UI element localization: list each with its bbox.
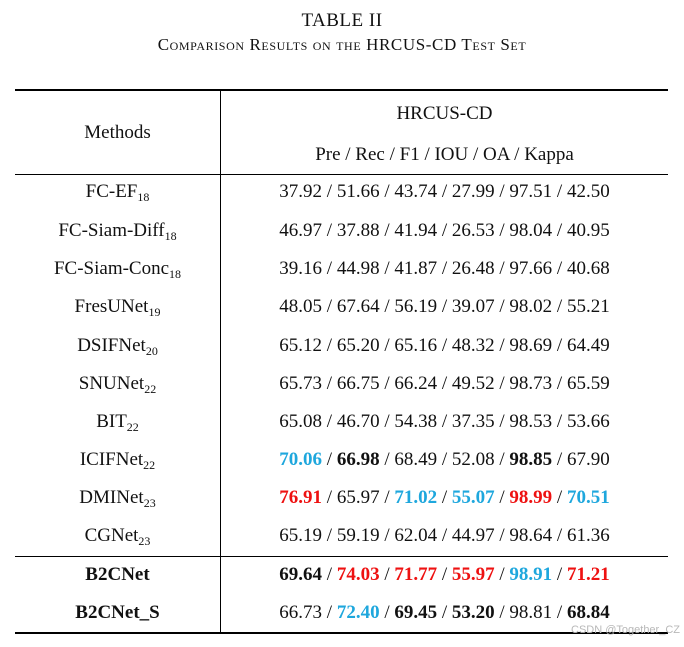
method-label: FC-Siam-Conc	[53, 258, 170, 279]
top-rule	[15, 89, 668, 91]
metric-value: 68.49	[394, 449, 438, 470]
method-year: 22	[126, 420, 139, 434]
metric-value: 51.66	[336, 181, 380, 202]
metric-value: 98.53	[509, 411, 553, 432]
method-label: ICIFNet	[79, 449, 144, 470]
metric-value: 53.20	[451, 602, 495, 623]
metric-values: 48.05 / 67.64 / 56.19 / 39.07 / 98.02 / 55.21	[279, 296, 610, 317]
metric-value: 72.40	[336, 602, 380, 623]
metric-value: 55.97	[451, 564, 495, 585]
metric-value: 43.74	[394, 181, 438, 202]
metric-value: 65.16	[394, 335, 438, 356]
metric-value: 56.19	[394, 296, 438, 317]
metric-value: 98.69	[509, 335, 553, 356]
method-label: FC-Siam-Diff	[58, 220, 165, 241]
metric-value: 53.66	[566, 411, 610, 432]
method-name	[15, 525, 220, 547]
metric-value: 69.45	[394, 602, 438, 623]
metric-value: 98.91	[509, 564, 553, 585]
metric-value: 49.52	[451, 373, 495, 394]
metric-value: 97.51	[509, 181, 553, 202]
method-year: 20	[145, 344, 158, 358]
metric-value: 98.85	[509, 449, 553, 470]
metric-value: 65.08	[279, 411, 323, 432]
metric-value: 39.07	[451, 296, 495, 317]
metric-values: 76.91 / 65.97 / 71.02 / 55.07 / 98.99 / 70.51	[279, 487, 610, 508]
metric-value: 70.06	[279, 449, 323, 470]
metrics-header: Pre / Rec / F1 / IOU / OA / Kappa	[315, 144, 574, 165]
metric-value: 71.02	[394, 487, 438, 508]
method-name	[15, 258, 220, 280]
metric-value: 40.95	[566, 220, 610, 241]
table-label: TABLE II	[301, 10, 383, 31]
method-label: FresUNet	[74, 296, 149, 317]
method-year: 19	[148, 305, 161, 319]
metric-value: 39.16	[279, 258, 323, 279]
column-divider	[220, 91, 221, 632]
metric-value: 98.81	[509, 602, 553, 623]
metric-value: 55.07	[451, 487, 495, 508]
metric-value: 76.91	[279, 487, 323, 508]
metric-values: 69.64 / 74.03 / 71.77 / 55.97 / 98.91 / 71.21	[279, 564, 610, 585]
metric-value: 98.04	[509, 220, 553, 241]
metric-value: 37.35	[451, 411, 495, 432]
method-label: CGNet	[84, 525, 139, 546]
method-year: 23	[143, 496, 156, 510]
metric-values: 46.97 / 37.88 / 41.94 / 26.53 / 98.04 / 40.95	[279, 220, 610, 241]
metric-values: 65.19 / 59.19 / 62.04 / 44.97 / 98.64 / 61.36	[279, 525, 610, 546]
method-year: 18	[169, 267, 182, 281]
metric-value: 65.59	[566, 373, 610, 394]
metric-values: 66.73 / 72.40 / 69.45 / 53.20 / 98.81 / 68.84	[279, 602, 610, 623]
method-year: 18	[137, 190, 150, 204]
method-label: B2CNet_S	[75, 602, 160, 623]
method-label: BIT	[96, 411, 127, 432]
metric-value: 98.64	[509, 525, 553, 546]
metric-value: 74.03	[336, 564, 380, 585]
watermark: CSDN @Together_CZ	[571, 624, 680, 636]
method-label: DMINet	[79, 487, 144, 508]
metric-values: 65.12 / 65.20 / 65.16 / 48.32 / 98.69 / 64.49	[279, 335, 610, 356]
metric-value: 66.73	[279, 602, 323, 623]
metric-value: 66.24	[394, 373, 438, 394]
metric-value: 69.64	[279, 564, 323, 585]
method-year: 23	[138, 534, 151, 548]
metric-value: 98.02	[509, 296, 553, 317]
metric-value: 44.97	[451, 525, 495, 546]
method-name	[15, 220, 220, 242]
metric-value: 26.48	[451, 258, 495, 279]
metric-value: 67.64	[336, 296, 380, 317]
metric-value: 65.19	[279, 525, 323, 546]
metric-value: 46.97	[279, 220, 323, 241]
metric-value: 41.87	[394, 258, 438, 279]
metric-value: 62.04	[394, 525, 438, 546]
header-rule	[15, 174, 668, 175]
metric-value: 26.53	[451, 220, 495, 241]
metric-value: 65.73	[279, 373, 323, 394]
metric-values: 39.16 / 44.98 / 41.87 / 26.48 / 97.66 / 40.68	[279, 258, 610, 279]
method-year: 18	[164, 229, 177, 243]
method-label: SNUNet	[78, 373, 145, 394]
method-name	[15, 411, 220, 433]
metric-values: 65.08 / 46.70 / 54.38 / 37.35 / 98.53 / 53.66	[279, 411, 610, 432]
metric-value: 65.20	[336, 335, 380, 356]
metric-value: 54.38	[394, 411, 438, 432]
method-name	[15, 449, 220, 471]
method-name	[15, 564, 220, 586]
metric-value: 52.08	[451, 449, 495, 470]
metric-value: 66.75	[336, 373, 380, 394]
method-name	[15, 373, 220, 395]
metric-value: 37.88	[336, 220, 380, 241]
metric-values: 65.73 / 66.75 / 66.24 / 49.52 / 98.73 / 65.59	[279, 373, 610, 394]
metric-value: 70.51	[566, 487, 610, 508]
metric-values: 37.92 / 51.66 / 43.74 / 27.99 / 97.51 / 42.50	[279, 181, 610, 202]
method-label: B2CNet	[85, 564, 150, 585]
metric-value: 71.21	[566, 564, 610, 585]
metric-values: 70.06 / 66.98 / 68.49 / 52.08 / 98.85 / 67.90	[279, 449, 610, 470]
method-name	[15, 296, 220, 318]
methods-header: Methods	[84, 122, 151, 143]
method-name	[15, 335, 220, 357]
metric-value: 42.50	[566, 181, 610, 202]
table-title: Comparison Results on the HRCUS-CD Test Set	[157, 35, 527, 54]
method-name	[15, 602, 220, 624]
metric-value: 37.92	[279, 181, 323, 202]
metric-value: 65.97	[336, 487, 380, 508]
metric-value: 41.94	[394, 220, 438, 241]
metric-value: 55.21	[566, 296, 610, 317]
method-label: FC-EF	[85, 181, 138, 202]
metric-value: 66.98	[336, 449, 380, 470]
metric-value: 44.98	[336, 258, 380, 279]
metric-value: 97.66	[509, 258, 553, 279]
group-rule	[15, 556, 668, 557]
method-year: 22	[143, 458, 156, 472]
metric-value: 46.70	[336, 411, 380, 432]
method-name	[15, 181, 220, 203]
metric-value: 65.12	[279, 335, 323, 356]
dataset-header: HRCUS-CD	[396, 103, 493, 124]
metric-value: 67.90	[566, 449, 610, 470]
method-name	[15, 487, 220, 509]
metric-value: 27.99	[451, 181, 495, 202]
metric-value: 71.77	[394, 564, 438, 585]
metric-value: 48.32	[451, 335, 495, 356]
metric-value: 98.73	[509, 373, 553, 394]
metric-value: 61.36	[566, 525, 610, 546]
metric-value: 40.68	[566, 258, 610, 279]
metric-value: 59.19	[336, 525, 380, 546]
metric-value: 68.84	[566, 602, 610, 623]
metric-value: 64.49	[566, 335, 610, 356]
method-label: DSIFNet	[77, 335, 146, 356]
metric-value: 98.99	[509, 487, 553, 508]
method-year: 22	[144, 382, 157, 396]
metric-value: 48.05	[279, 296, 323, 317]
